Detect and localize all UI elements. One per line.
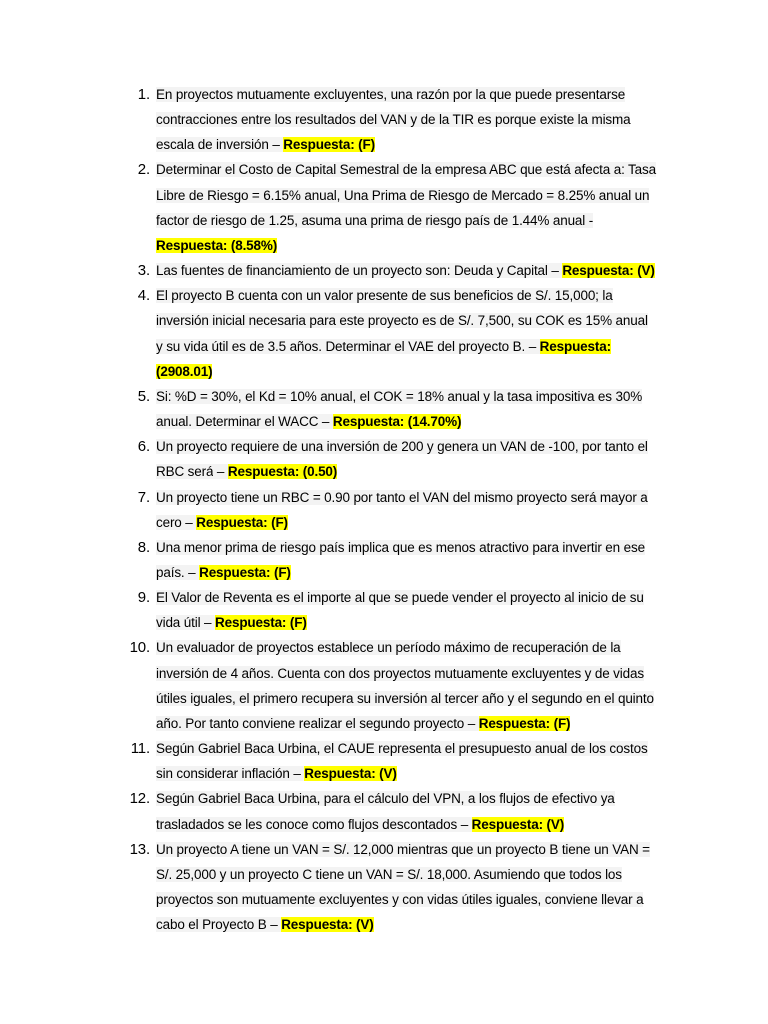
separator: – bbox=[457, 816, 472, 832]
separator: – bbox=[464, 715, 479, 731]
answer-highlight: Respuesta: (F) bbox=[196, 514, 288, 530]
separator: – bbox=[213, 464, 228, 480]
item-number: 5. bbox=[137, 387, 150, 405]
list-item bbox=[0, 786, 658, 836]
question-text: Si: %D = 30%, el Kd = 10% anual, el COK = 18% anual y la tasa impositiva es 30% anual. Determinar el WACC bbox=[156, 388, 643, 430]
question-list bbox=[0, 82, 768, 937]
separator: – bbox=[200, 615, 215, 631]
item-number: 7. bbox=[137, 488, 150, 506]
separator: – bbox=[181, 514, 197, 530]
list-item bbox=[0, 384, 658, 434]
item-number: 13. bbox=[129, 840, 150, 858]
list-item bbox=[0, 157, 658, 258]
separator: – bbox=[184, 564, 200, 580]
answer-highlight: Respuesta: (F) bbox=[199, 564, 291, 580]
question-text: El Valor de Reventa es el importe al que se puede vender el proyecto al inicio de su vida útil bbox=[156, 590, 644, 631]
item-number: 6. bbox=[137, 438, 150, 456]
list-item bbox=[0, 585, 658, 635]
question-text: En proyectos mutuamente excluyentes, una razón por la que puede presentarse contracciones entre los resultados del VAN y de la TIR es porque existe la misma escala de inversión bbox=[156, 87, 631, 153]
list-item bbox=[0, 837, 658, 938]
question-text: El proyecto B cuenta con un valor presente de sus beneficios de S/. 15,000; la inversión inicial necesaria para este proyecto es de S/. 7,500, su COK es 15% anual y su vida útil es de 3.5 años. Determinar el VAE del proyecto B. bbox=[156, 288, 648, 354]
answer-highlight: Respuesta: (F) bbox=[215, 615, 307, 631]
answer-highlight: Respuesta: (2908.01) bbox=[156, 338, 611, 379]
list-item bbox=[0, 635, 658, 736]
answer-highlight: Respuesta: (V) bbox=[562, 263, 655, 279]
question-text: Según Gabriel Baca Urbina, el CAUE representa el presupuesto anual de los costos sin considerar inflación bbox=[156, 741, 648, 782]
item-number: 12. bbox=[129, 790, 150, 808]
item-number: 1. bbox=[137, 86, 150, 103]
item-number: 2. bbox=[137, 161, 150, 179]
item-number: 10. bbox=[129, 639, 150, 657]
question-text: Una menor prima de riesgo país implica que es menos atractivo para invertir en ese país. bbox=[156, 539, 645, 580]
question-text: Un evaluador de proyectos establece un período máximo de recuperación de la inversión de 4 años. Cuenta con dos proyectos mutuamente excluyentes y de vidas útiles iguales, el primero recupera su inversión al tercer año y el segundo en el quinto año. Por tanto conviene realizar el segundo proyecto bbox=[156, 640, 654, 731]
separator: – bbox=[525, 338, 540, 354]
question-text: Un proyecto A tiene un VAN = S/. 12,000 mientras que un proyecto B tiene un VAN = S/. 25,000 y un proyecto C tiene un VAN = S/. 18,000. Asumiendo que todos los proyectos son mutuamente excluyentes y con vidas útiles iguales, conviene llevar a cabo el Proyecto B bbox=[156, 841, 650, 933]
list-item bbox=[0, 283, 658, 384]
separator: – bbox=[318, 414, 333, 430]
answer-highlight: Respuesta: (14.70%) bbox=[332, 414, 462, 430]
answer-highlight: Respuesta: (8.58%) bbox=[156, 237, 278, 253]
item-number: 11. bbox=[130, 740, 150, 758]
question-text: Determinar el Costo de Capital Semestral de la empresa ABC que está afecta a: Tasa Libre de Riesgo = 6.15% anual, Una Prima de Riesgo de Mercado = 8.25% anual un factor de riesgo de 1.25, asuma una prima de riesgo país de 1.44% anual bbox=[156, 162, 656, 228]
separator: – bbox=[266, 917, 282, 933]
item-number: 4. bbox=[137, 287, 150, 305]
item-number: 3. bbox=[137, 262, 150, 280]
list-item bbox=[0, 82, 658, 157]
list-item bbox=[0, 535, 658, 585]
question-text: Un proyecto requiere de una inversión de 200 y genera un VAN de -100, por tanto el RBC será bbox=[156, 439, 648, 480]
separator: – bbox=[268, 137, 284, 153]
answer-highlight: Respuesta: (V) bbox=[471, 816, 565, 832]
answer-highlight: Respuesta: (F) bbox=[283, 137, 375, 153]
answer-highlight: Respuesta: (F) bbox=[478, 715, 571, 731]
list-item bbox=[0, 736, 658, 786]
list-item bbox=[0, 485, 658, 535]
question-text: Las fuentes de financiamiento de un proyecto son: Deuda y Capital bbox=[156, 263, 548, 279]
answer-highlight: Respuesta: (0.50) bbox=[227, 464, 338, 480]
separator: - bbox=[585, 212, 594, 228]
question-text: Un proyecto tiene un RBC = 0.90 por tanto el VAN del mismo proyecto será mayor a cero bbox=[156, 489, 648, 530]
answer-highlight: Respuesta: (V) bbox=[281, 917, 374, 933]
separator: – bbox=[547, 263, 563, 279]
item-number: 8. bbox=[137, 538, 150, 556]
list-item bbox=[0, 434, 658, 484]
question-text: Según Gabriel Baca Urbina, para el cálculo del VPN, a los flujos de efectivo ya trasladados se les conoce como flujos descontados bbox=[156, 791, 615, 832]
list-item bbox=[0, 258, 658, 283]
answer-highlight: Respuesta: (V) bbox=[304, 766, 397, 782]
item-number: 9. bbox=[137, 589, 150, 607]
separator: – bbox=[289, 766, 305, 782]
